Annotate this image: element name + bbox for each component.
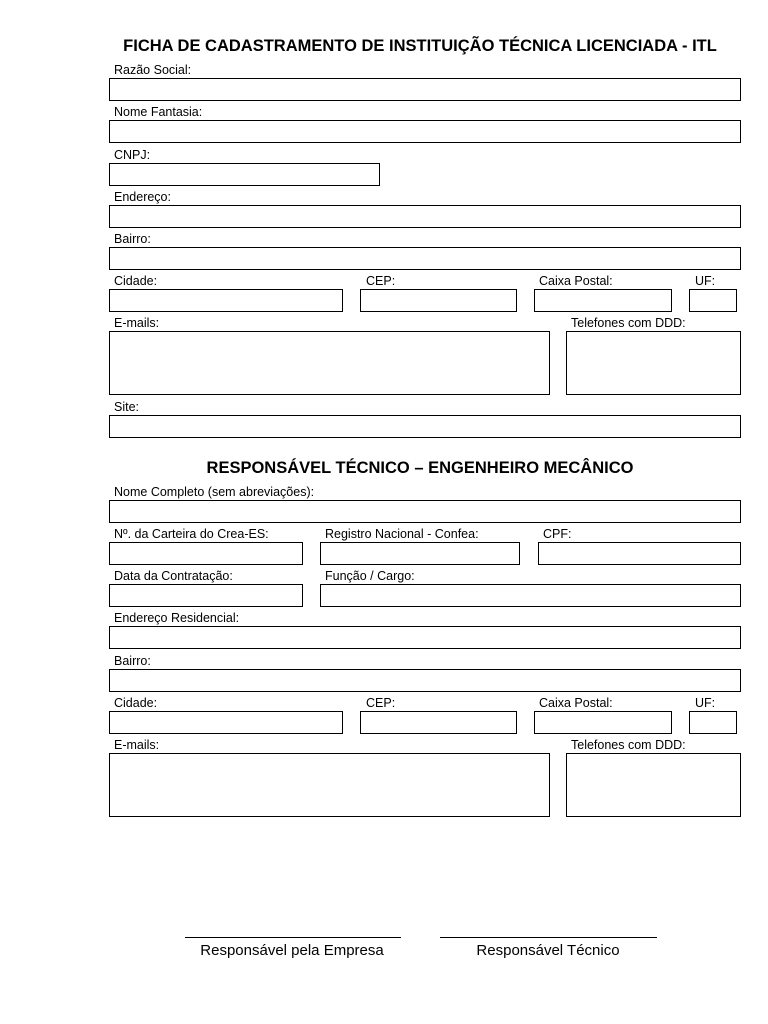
site-field[interactable] (109, 415, 741, 438)
signature-line-tecnico (440, 937, 657, 938)
nome-fantasia-label: Nome Fantasia: (114, 105, 203, 119)
caixa-postal-field-responsavel[interactable] (534, 711, 672, 734)
bairro-label-responsavel: Bairro: (114, 654, 151, 668)
uf-label-responsavel: UF: (695, 696, 716, 710)
emails-label-responsavel: E-mails: (114, 738, 160, 752)
nome-completo-field[interactable] (109, 500, 741, 523)
funcao-cargo-field[interactable] (320, 584, 741, 607)
telefones-field[interactable] (566, 331, 741, 395)
caixa-postal-label: Caixa Postal: (539, 274, 613, 288)
emails-field-responsavel[interactable] (109, 753, 550, 817)
bairro-field[interactable] (109, 247, 741, 270)
cnpj-label: CNPJ: (114, 148, 151, 162)
telefones-label: Telefones com DDD: (571, 316, 686, 330)
signature-label-tecnico: Responsável Técnico (476, 942, 620, 959)
cpf-label: CPF: (543, 527, 572, 541)
emails-field[interactable] (109, 331, 550, 395)
carteira-crea-field[interactable] (109, 542, 303, 565)
telefones-field-responsavel[interactable] (566, 753, 741, 817)
uf-label: UF: (695, 274, 716, 288)
section-title-responsavel-tecnico: RESPONSÁVEL TÉCNICO – ENGENHEIRO MECÂNICO (206, 459, 634, 477)
data-contratacao-label: Data da Contratação: (114, 569, 233, 583)
cpf-field[interactable] (538, 542, 741, 565)
cidade-field-responsavel[interactable] (109, 711, 343, 734)
signature-label-empresa: Responsável pela Empresa (200, 942, 384, 959)
uf-field[interactable] (689, 289, 737, 312)
emails-label: E-mails: (114, 316, 160, 330)
endereco-field[interactable] (109, 205, 741, 228)
funcao-cargo-label: Função / Cargo: (325, 569, 415, 583)
uf-field-responsavel[interactable] (689, 711, 737, 734)
form-title: FICHA DE CADASTRAMENTO DE INSTITUIÇÃO TÉCNICA LICENCIADA - ITL (123, 37, 717, 55)
site-label: Site: (114, 400, 140, 414)
endereco-residencial-field[interactable] (109, 626, 741, 649)
razao-social-label: Razão Social: (114, 63, 192, 77)
cep-field[interactable] (360, 289, 517, 312)
cidade-field[interactable] (109, 289, 343, 312)
carteira-crea-label: Nº. da Carteira do Crea-ES: (114, 527, 269, 541)
cep-label-responsavel: CEP: (366, 696, 396, 710)
registro-confea-field[interactable] (320, 542, 520, 565)
cidade-label-responsavel: Cidade: (114, 696, 158, 710)
nome-completo-label: Nome Completo (sem abreviações): (114, 485, 315, 499)
signature-line-empresa (185, 937, 401, 938)
razao-social-field[interactable] (109, 78, 741, 101)
cnpj-field[interactable] (109, 163, 380, 186)
cidade-label: Cidade: (114, 274, 158, 288)
bairro-field-responsavel[interactable] (109, 669, 741, 692)
cep-label: CEP: (366, 274, 396, 288)
registro-confea-label: Registro Nacional - Confea: (325, 527, 479, 541)
nome-fantasia-field[interactable] (109, 120, 741, 143)
caixa-postal-label-responsavel: Caixa Postal: (539, 696, 613, 710)
endereco-label: Endereço: (114, 190, 171, 204)
endereco-residencial-label: Endereço Residencial: (114, 611, 240, 625)
data-contratacao-field[interactable] (109, 584, 303, 607)
bairro-label: Bairro: (114, 232, 151, 246)
telefones-label-responsavel: Telefones com DDD: (571, 738, 686, 752)
caixa-postal-field[interactable] (534, 289, 672, 312)
cep-field-responsavel[interactable] (360, 711, 517, 734)
